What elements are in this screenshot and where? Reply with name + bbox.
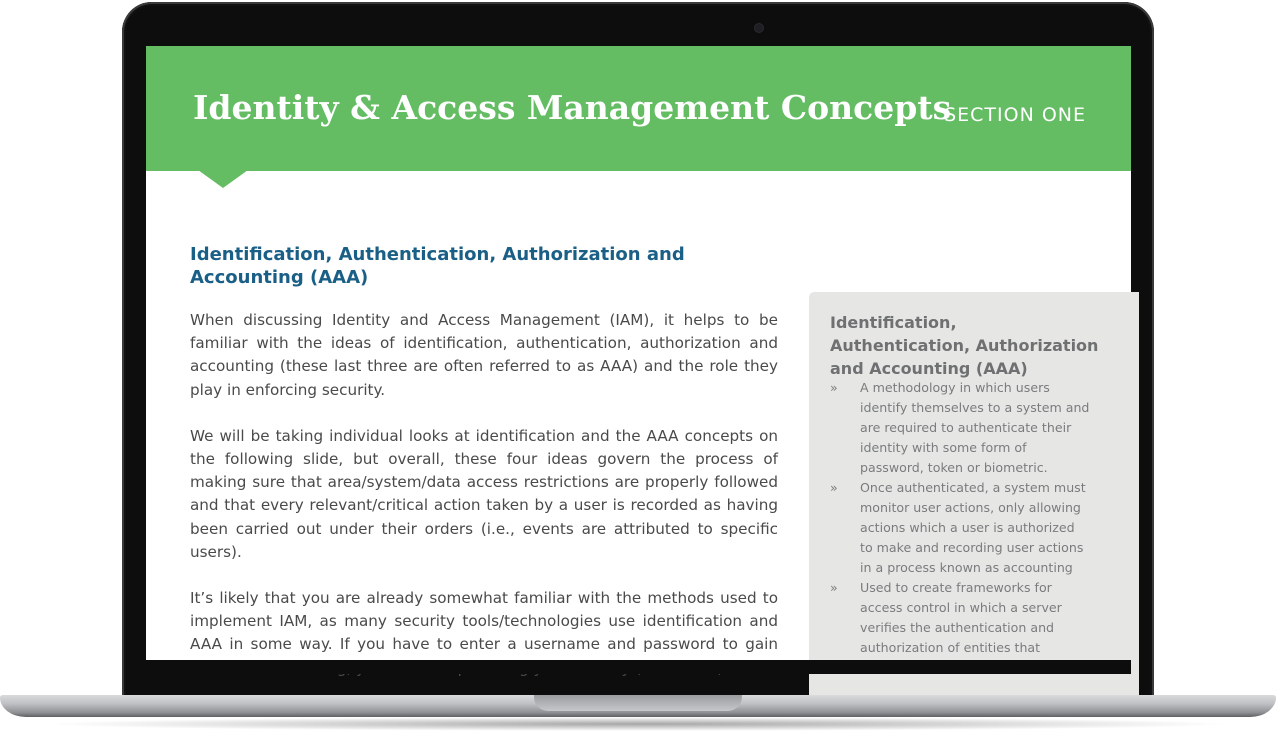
- bullet-icon: »: [830, 380, 838, 395]
- paragraph-3: It’s likely that you are already somewhat familiar with the methods used to implement IAM, as many security tools/technologies use identification and AAA in some way. If you have to enter a username and password to gain: [190, 589, 778, 654]
- laptop-base-notch: [534, 695, 742, 711]
- bullet-icon: »: [830, 480, 838, 495]
- main-heading: Identification, Authentication, Authorization and Accounting (AAA): [190, 244, 685, 288]
- laptop-shadow: [40, 717, 1236, 731]
- slide-header: [146, 46, 1131, 171]
- bullet-icon: »: [830, 580, 838, 595]
- list-item: [830, 578, 1090, 658]
- paragraph-1: When discussing Identity and Access Management (IAM), it helps to be familiar with the ideas of identification, authentication, authorization and accounting (these last three are often referred to as AAA) and the role they play in enforcing security.: [190, 311, 778, 399]
- section-label: SECTION ONE: [944, 104, 1086, 126]
- list-item: [830, 478, 1090, 578]
- main-content: [190, 243, 778, 703]
- screen-bezel-bottom: [146, 660, 1131, 674]
- sidebar-heading: Identification, Authentication, Authorization and Accounting (AAA): [830, 313, 1099, 378]
- list-item: [830, 378, 1090, 478]
- list-item-text: Once authenticated, a system must monitor user actions, only allowing actions which a user is authorized to make and recording user actions in a process known as accounting: [860, 480, 1086, 575]
- header-pointer-icon: [198, 170, 248, 188]
- slide-screen: [146, 46, 1131, 660]
- paragraph-2: We will be taking individual looks at identification and the AAA concepts on the following slide, but overall, these four ideas govern the process of making sure that area/system/data access restrictions are properly followed and that every relevant/critical action taken by a user is recorded as having been carried out under their orders (i.e., events are attributed to specific users).: [190, 426, 778, 561]
- slide-title: Identity & Access Management Concepts: [193, 88, 952, 127]
- camera-icon: [755, 24, 763, 32]
- list-item-text: Used to create frameworks for access control in which a server verifies the authentication and authorization of entities that: [860, 580, 1062, 655]
- list-item-text: A methodology in which users identify themselves to a system and are required to authenticate their identity with some form of password, token or biometric.: [860, 380, 1090, 475]
- sidebar-list: [830, 378, 1090, 658]
- sidebar-panel: [809, 292, 1139, 712]
